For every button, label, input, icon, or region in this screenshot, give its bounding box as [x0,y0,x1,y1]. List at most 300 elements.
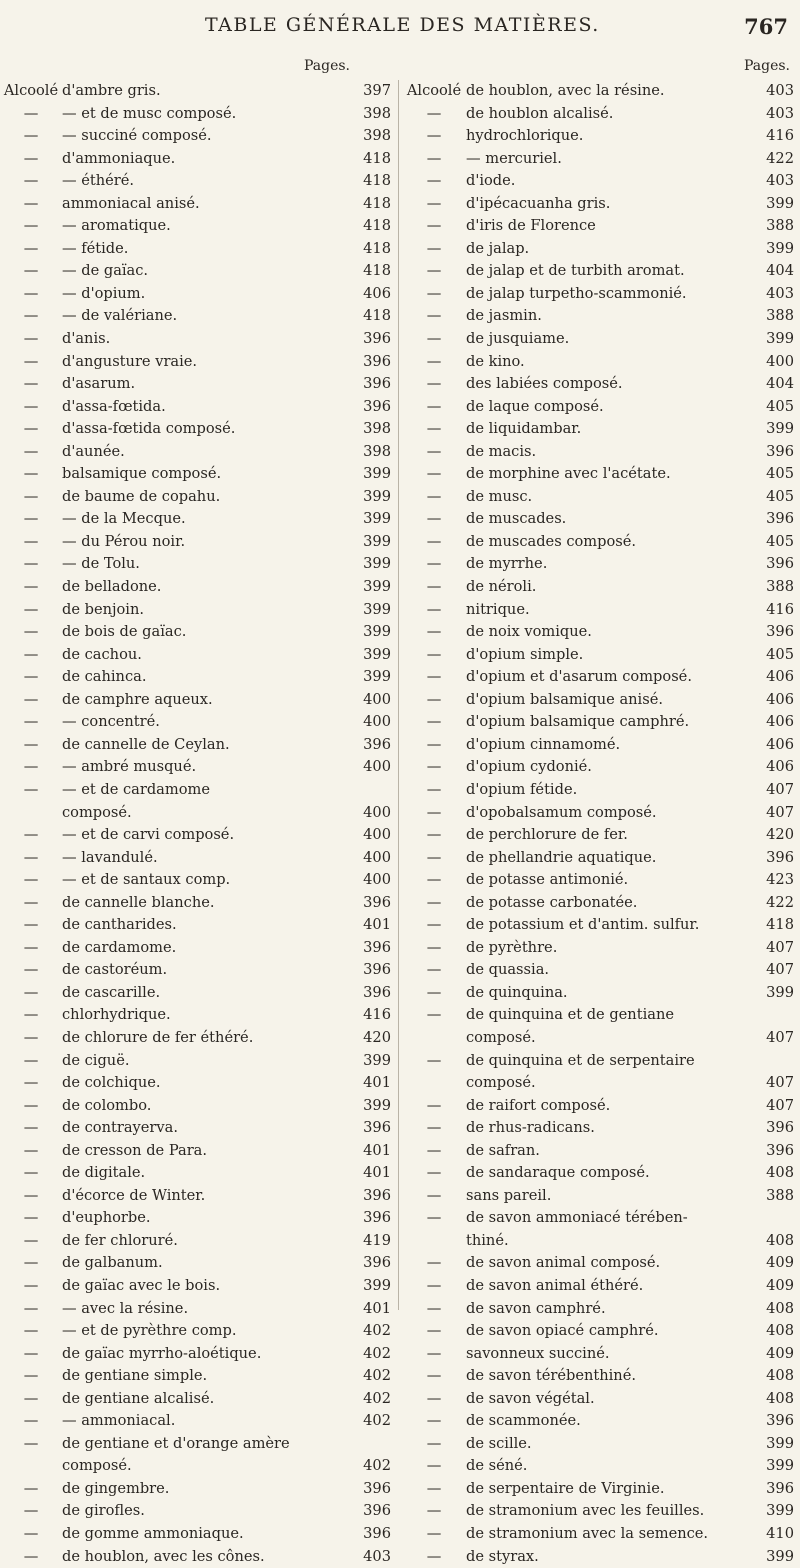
entry-page-number: 409 [766,1254,794,1272]
entry-lead: — [426,623,442,641]
entry-lead: — [23,1074,39,1092]
entry-lead: — [426,352,442,370]
entry-text: de stramonium avec la semence. [466,1525,709,1542]
entry-page-number: 405 [766,645,794,663]
index-list [0,80,395,1568]
entry-lead: — [426,375,442,393]
index-entry [0,1230,395,1253]
entry-page-number: 410 [766,1525,794,1542]
index-entry [0,238,395,261]
entry-page-number: 396 [766,555,794,573]
index-entry [402,1388,794,1411]
index-entry [0,599,395,622]
entry-lead: — [23,1028,39,1046]
index-entry [0,756,395,779]
entry-lead: — [426,758,442,776]
entry-lead: — [426,239,442,257]
page-number: 767 [744,14,788,39]
entry-text: de colombo. [62,1096,152,1114]
index-entry [0,666,395,689]
index-entry [0,283,395,306]
entry-lead: — [426,127,442,145]
entry-page-number: 396 [766,510,794,528]
entry-page-number: 404 [766,375,794,393]
page-header [0,14,800,44]
entry-page-number: 396 [766,1479,794,1497]
index-entry [402,1365,794,1388]
index-entry [0,734,395,757]
entry-lead: — [23,1119,39,1137]
entry-page-number: 388 [766,578,794,596]
entry-page-number: 408 [766,1164,794,1182]
entry-text: — ammoniacal. [62,1412,176,1430]
entry-lead: — [23,465,39,483]
entry-page-number: 418 [363,217,391,235]
entry-text: de safran. [466,1141,540,1159]
entry-page-number: 399 [766,239,794,257]
index-entry [402,756,794,779]
entry-page-number: 418 [766,916,794,934]
entry-text: de potassium et d'antim. sulfur. [466,916,700,934]
entry-page-number: 399 [363,600,391,618]
index-entry [0,1072,395,1095]
entry-text: — et de cardamome [62,780,210,798]
index-entry [0,644,395,667]
entry-text: de benjoin. [62,600,145,618]
entry-page-number: 403 [363,1547,391,1565]
entry-page-number: 407 [766,938,794,956]
entry-text: de cresson de Para. [62,1141,208,1159]
entry-text: de rhus-radicans. [466,1119,595,1137]
entry-text: — et de santaux comp. [62,871,231,889]
entry-text: de jalap et de turbith aromat. [466,262,685,280]
index-entry [402,1343,794,1366]
entry-text: — lavandulé. [62,848,158,866]
index-entry [0,396,395,419]
entry-lead: — [426,465,442,483]
entry-lead: — [426,1186,442,1204]
entry-lead: — [23,149,39,167]
entry-lead: Alcoolé [406,82,462,99]
entry-lead: — [23,127,39,145]
entry-lead: — [23,330,39,348]
entry-lead: — [426,578,442,596]
entry-lead: — [23,510,39,528]
entry-lead: — [23,172,39,190]
index-entry [402,1140,794,1163]
index-entry [402,103,794,126]
entry-lead: — [23,893,39,911]
entry-lead: — [426,420,442,438]
entry-text: de belladone. [62,578,162,596]
entry-text: de myrrhe. [466,555,548,573]
index-entry [0,373,395,396]
index-entry [0,1320,395,1343]
entry-text: de colchique. [62,1074,161,1092]
entry-page-number: 396 [363,1254,391,1272]
entry-text: de houblon alcalisé. [466,104,614,122]
entry-page-number: 420 [766,826,794,844]
entry-page-number: 422 [766,149,794,167]
entry-lead: — [23,961,39,979]
entry-page-number: 407 [766,1028,794,1046]
entry-page-number: 400 [363,713,391,731]
index-entry [402,869,794,892]
index-entry [402,553,794,576]
index-entry [402,959,794,982]
entry-page-number: 407 [766,780,794,798]
entry-page-number: 399 [766,330,794,348]
entry-text: de quinquina. [466,983,568,1001]
index-entry [0,689,395,712]
index-entry [0,1523,395,1546]
entry-page-number: 408 [766,1322,794,1340]
entry-text: de gaïac myrrho-aloétique. [62,1344,262,1362]
entry-lead: — [23,1186,39,1204]
entry-text: — ambré musqué. [62,758,197,776]
entry-lead: — [426,555,442,573]
index-entry [0,125,395,148]
entry-lead: — [23,983,39,1001]
entry-page-number: 399 [363,555,391,573]
entry-page-number: 406 [766,668,794,686]
entry-text: de quassia. [466,961,550,979]
entry-page-number: 400 [766,352,794,370]
entry-text: de savon végétal. [466,1389,595,1407]
entry-text: de gentiane alcalisé. [62,1389,215,1407]
entry-page-number: 407 [766,803,794,821]
entry-lead: Alcoolé [3,82,59,99]
entry-lead: — [23,758,39,776]
index-entry [402,1410,794,1433]
entry-lead: — [23,578,39,596]
entry-lead: — [23,375,39,393]
entry-page-number: 416 [766,600,794,618]
entry-page-number: 396 [363,983,391,1001]
entry-text: de camphre aqueux. [62,690,213,708]
entry-page-number: 399 [766,420,794,438]
entry-text: — avec la résine. [62,1299,189,1317]
entry-page-number: 399 [363,668,391,686]
entry-lead: — [23,735,39,753]
index-entry [0,148,395,171]
entry-text: — et de carvi composé. [62,826,235,844]
entry-lead: — [23,645,39,663]
entry-lead: — [23,1299,39,1317]
entry-page-number: 406 [766,713,794,731]
entry-text: de bois de gaïac. [62,623,187,641]
entry-lead: — [426,690,442,708]
entry-text: de serpentaire de Virginie. [466,1479,665,1497]
entry-text: — éthéré. [62,172,135,190]
entry-page-number: 388 [766,307,794,325]
entry-page-number: 402 [363,1367,391,1385]
entry-text: de cannelle de Ceylan. [62,735,230,753]
entry-text: composé. [62,803,132,821]
pages-label: Pages. [303,58,350,74]
entry-page-number: 396 [363,330,391,348]
entry-lead: — [23,668,39,686]
index-entry [402,576,794,599]
entry-lead: — [23,307,39,325]
index-entry [0,847,395,870]
entry-lead: — [23,1479,39,1497]
index-entry [0,1433,395,1456]
entry-page-number: 399 [363,645,391,663]
entry-text: — et de pyrèthre comp. [62,1322,237,1340]
entry-text: d'opium fétide. [466,780,578,798]
entry-lead: — [23,262,39,280]
index-entry [0,1207,395,1230]
entry-text: de kino. [466,352,525,370]
entry-page-number: 399 [363,1096,391,1114]
entry-page-number: 396 [766,1412,794,1430]
entry-page-number: 403 [766,104,794,122]
entry-text: de noix vomique. [466,623,592,641]
index-entry [402,283,794,306]
entry-page-number: 396 [766,1119,794,1137]
index-entry [402,892,794,915]
entry-lead: — [23,104,39,122]
entry-text: d'ipécacuanha gris. [466,194,611,212]
entry-page-number: 405 [766,465,794,483]
index-entry [0,531,395,554]
entry-page-number: 396 [363,1502,391,1520]
entry-page-number: 406 [766,758,794,776]
entry-page-number: 398 [363,442,391,460]
entry-text: de scille. [466,1434,532,1452]
entry-page-number: 407 [766,1096,794,1114]
page-title: TABLE GÉNÉRALE DES MATIÈRES. [205,14,600,36]
entry-text: de gentiane simple. [62,1367,208,1385]
entry-lead: — [23,780,39,798]
entry-lead: — [426,1367,442,1385]
index-entry [402,80,794,103]
entry-text: — d'opium. [62,284,146,302]
entry-page-number: 400 [363,803,391,821]
entry-lead: — [23,239,39,257]
entry-lead: — [426,1322,442,1340]
index-entry [0,1117,395,1140]
entry-lead: — [426,1299,442,1317]
entry-text: d'ammoniaque. [62,149,176,167]
index-entry [402,1320,794,1343]
index-entry [402,1433,794,1456]
entry-lead: — [23,1051,39,1069]
index-entry [0,779,395,802]
entry-lead: — [426,938,442,956]
entry-text: de séné. [466,1457,528,1475]
entry-page-number: 409 [766,1344,794,1362]
index-entry [0,1478,395,1501]
entry-lead: — [426,780,442,798]
index-entry [402,982,794,1005]
index-entry [402,1050,794,1073]
entry-page-number: 388 [766,1186,794,1204]
entry-lead: — [426,1096,442,1114]
entry-page-number: 398 [363,420,391,438]
entry-page-number: 399 [363,623,391,641]
entry-text: — succiné composé. [62,127,212,145]
entry-page-number: 418 [363,149,391,167]
entry-lead: — [23,1276,39,1294]
index-entry [402,1478,794,1501]
index-entry [0,463,395,486]
entry-page-number: 405 [766,487,794,505]
entry-text: de morphine avec l'acétate. [466,465,671,483]
entry-lead: — [426,1434,442,1452]
entry-text: de scammonée. [466,1412,581,1430]
entry-page-number: 418 [363,307,391,325]
index-entry [402,351,794,374]
index-entry [0,553,395,576]
entry-page-number: 402 [363,1389,391,1407]
entry-text: de ciguë. [62,1051,130,1069]
entry-lead: — [23,600,39,618]
index-entry [402,802,794,825]
index-entry [402,1185,794,1208]
entry-page-number: 396 [766,1141,794,1159]
entry-text: d'assa-fœtida. [62,397,166,415]
entry-text: de cahinca. [62,668,147,686]
entry-page-number: 400 [363,758,391,776]
index-entry [0,1004,395,1027]
entry-lead: — [23,1096,39,1114]
entry-lead: — [426,1119,442,1137]
entry-page-number: 396 [363,1525,391,1542]
entry-text: de musc. [466,487,533,505]
entry-lead: — [426,916,442,934]
entry-lead: — [426,510,442,528]
entry-page-number: 399 [363,578,391,596]
entry-page-number: 396 [363,352,391,370]
entry-text: de raifort composé. [466,1096,611,1114]
entry-lead: — [23,1525,39,1542]
entry-lead: — [23,623,39,641]
index-entry [0,80,395,103]
entry-page-number: 401 [363,1164,391,1182]
index-entry [402,305,794,328]
entry-page-number: 396 [363,938,391,956]
entry-lead: — [426,1209,442,1227]
entry-lead: — [426,532,442,550]
entry-text: composé. [466,1028,536,1046]
index-entry [0,1027,395,1050]
left-column [0,58,395,1568]
index-entry [402,779,794,802]
index-entry [0,1050,395,1073]
entry-text: de jalap. [466,239,530,257]
entry-text: d'angusture vraie. [62,352,198,370]
entry-text: de houblon, avec la résine. [466,82,665,99]
entry-lead: — [426,1502,442,1520]
index-entry [402,1095,794,1118]
entry-page-number: 405 [766,397,794,415]
entry-text: — de Tolu. [62,555,140,573]
index-entry [402,125,794,148]
index-entry [402,847,794,870]
index-entry [0,1500,395,1523]
entry-page-number: 418 [363,194,391,212]
entry-page-number: 396 [363,1209,391,1227]
entry-lead: — [426,893,442,911]
entry-lead: — [23,397,39,415]
entry-page-number: 418 [363,262,391,280]
entry-text: de muscades composé. [466,532,637,550]
index-entry [402,238,794,261]
entry-page-number: 396 [363,397,391,415]
entry-lead: — [23,1322,39,1340]
index-entry [0,418,395,441]
index-entry [0,486,395,509]
index-entry [0,1410,395,1433]
entry-page-number: 406 [766,735,794,753]
entry-text: — du Pérou noir. [62,532,186,550]
entry-lead: — [23,1209,39,1227]
entry-text: d'opium balsamique camphré. [466,713,690,731]
entry-text: de gentiane et d'orange amère [62,1434,290,1452]
entry-lead: — [426,1164,442,1182]
index-entry [0,1298,395,1321]
entry-text: — mercuriel. [466,149,562,167]
entry-lead: — [426,442,442,460]
entry-lead: — [426,1276,442,1294]
index-entry [402,1298,794,1321]
entry-page-number: 408 [766,1389,794,1407]
entry-text: de stramonium avec les feuilles. [466,1502,705,1520]
entry-text: de perchlorure de fer. [466,826,628,844]
entry-page-number: 401 [363,916,391,934]
entry-lead: — [23,1502,39,1520]
entry-text: de savon ammoniacé térében- [466,1209,688,1227]
entry-page-number: 399 [766,1434,794,1452]
entry-page-number: 402 [363,1344,391,1362]
entry-page-number: 407 [766,1074,794,1092]
index-entry [0,103,395,126]
index-entry [402,441,794,464]
entry-page-number: 419 [363,1231,391,1249]
entry-page-number: 399 [766,194,794,212]
entry-page-number: 396 [766,442,794,460]
entry-text: de sandaraque composé. [466,1164,650,1182]
index-entry [402,1500,794,1523]
pages-label: Pages. [743,58,790,74]
entry-lead: — [426,262,442,280]
index-entry [402,215,794,238]
index-entry [402,328,794,351]
entry-lead: — [426,1389,442,1407]
index-entry [0,1275,395,1298]
entry-page-number: 396 [363,1479,391,1497]
entry-text: de jasmin. [466,307,542,325]
entry-text: de phellandrie aquatique. [466,848,657,866]
entry-text: d'euphorbe. [62,1209,151,1227]
entry-text: de pyrèthre. [466,938,558,956]
index-entry [402,170,794,193]
entry-page-number: 399 [363,510,391,528]
entry-lead: — [426,826,442,844]
entry-page-number: 399 [363,1276,391,1294]
entry-text: d'opium balsamique anisé. [466,690,663,708]
entry-text: de contrayerva. [62,1119,178,1137]
entry-page-number: 400 [363,871,391,889]
entry-lead: — [23,487,39,505]
entry-text: d'écorce de Winter. [62,1186,206,1204]
entry-page-number: 403 [766,284,794,302]
entry-lead: — [426,803,442,821]
entry-text: d'ambre gris. [62,82,161,99]
entry-text: de castoréum. [62,961,168,979]
